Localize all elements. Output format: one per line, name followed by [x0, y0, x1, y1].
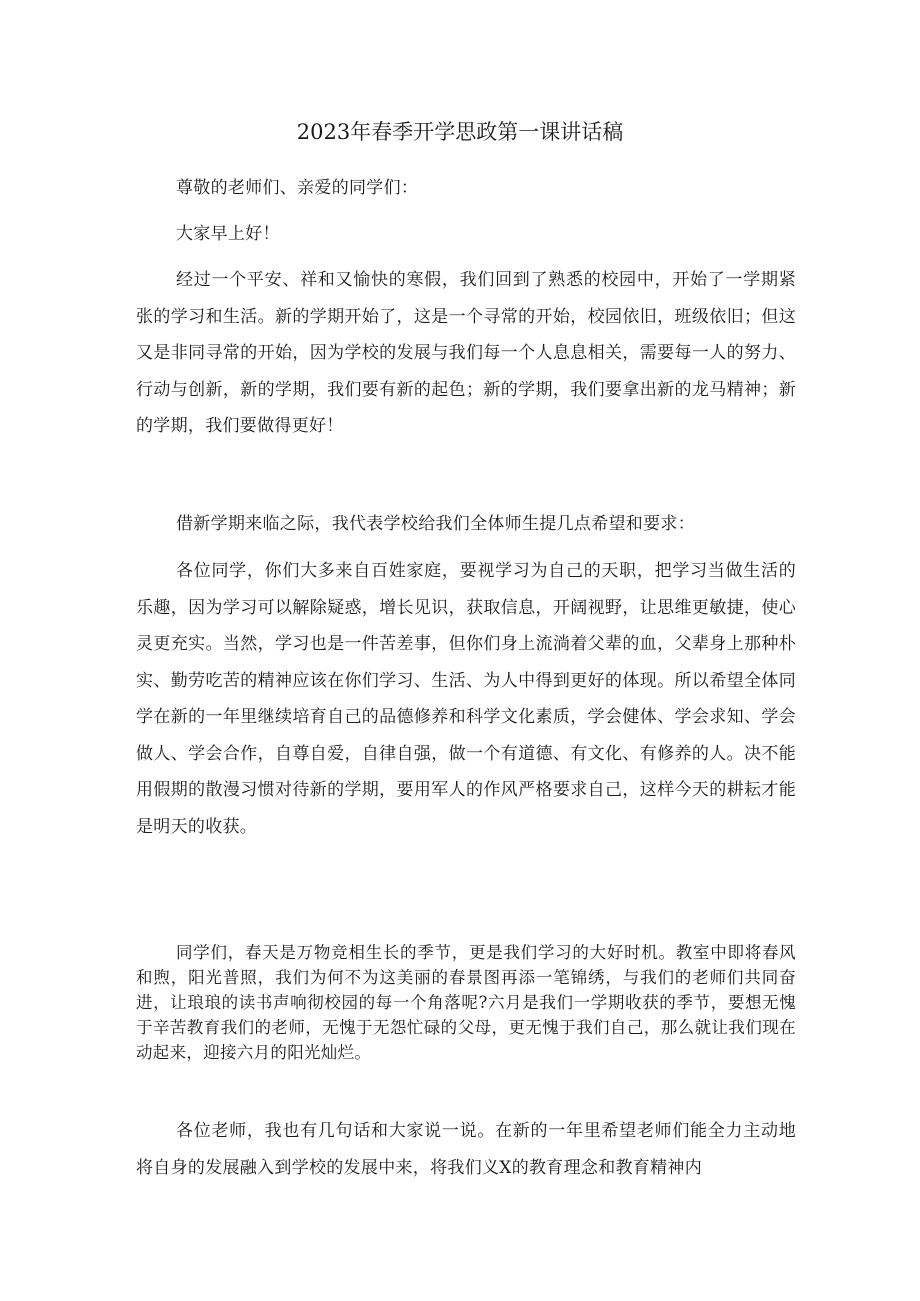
paragraph-2: 借新学期来临之际，我代表学校给我们全体师生提几点希望和要求：: [176, 514, 695, 534]
paragraph-5: 各位老师，我也有几句话和大家说一说。在新的一年里希望老师们能全力主动地将自身的发展融入到学校的发展中来，将我们义X的教育理念和教育精神内: [136, 1121, 796, 1178]
greeting: 尊敬的老师们、亲爱的同学们：: [176, 178, 419, 198]
document-title: 2023年春季开学思政第一课讲话稿: [296, 120, 624, 144]
salutation: 大家早上好！: [176, 224, 280, 244]
paragraph-4: 同学们，春天是万物竞相生长的季节，更是我们学习的大好时机。教室中即将春风和煦，阳光普照，我们为何不为这美丽的春景图再添一笔锦绣，与我们的老师们共同奋进，让琅琅的读书声响彻校园的每一个角落呢?六月是我们一学期收获的季节，要想无愧于辛苦教育我们的老师，无愧于无怨忙碌的父母，更无愧于我们自己，那么就让我们现在动起来，迎接六月的阳光灿烂。: [136, 943, 796, 1062]
paragraph-3: 各位同学，你们大多来自百姓家庭，要视学习为自己的天职，把学习当做生活的乐趣，因为学习可以解除疑惑，增长见识，获取信息，开阔视野，让思维更敏捷，使心灵更充实。当然，学习也是一件苦差事，但你们身上流淌着父辈的血，父辈身上那种朴实、勤劳吃苦的精神应该在你们学习、生活、为人中得到更好的体现。所以希望全体同学在新的一年里继续培育自己的品德修养和科学文化素质，学会健体、学会求知、学会做人、学会合作，自尊自爱，自律自强，做一个有道德、有文化、有修养的人。决不能用假期的散漫习惯对待新的学期，要用军人的作风严格要求自己，这样今天的耕耘才能是明天的收获。: [136, 561, 796, 837]
paragraph-1: 经过一个平安、祥和又愉快的寒假，我们回到了熟悉的校园中，开始了一学期紧张的学习和生活。新的学期开始了，这是一个寻常的开始，校园依旧，班级依旧；但这又是非同寻常的开始，因为学校的发展与我们每一个人息息相关，需要每一人的努力、行动与创新，新的学期，我们要有新的起色；新的学期，我们要拿出新的龙马精神；新的学期，我们要做得更好！: [136, 270, 796, 436]
